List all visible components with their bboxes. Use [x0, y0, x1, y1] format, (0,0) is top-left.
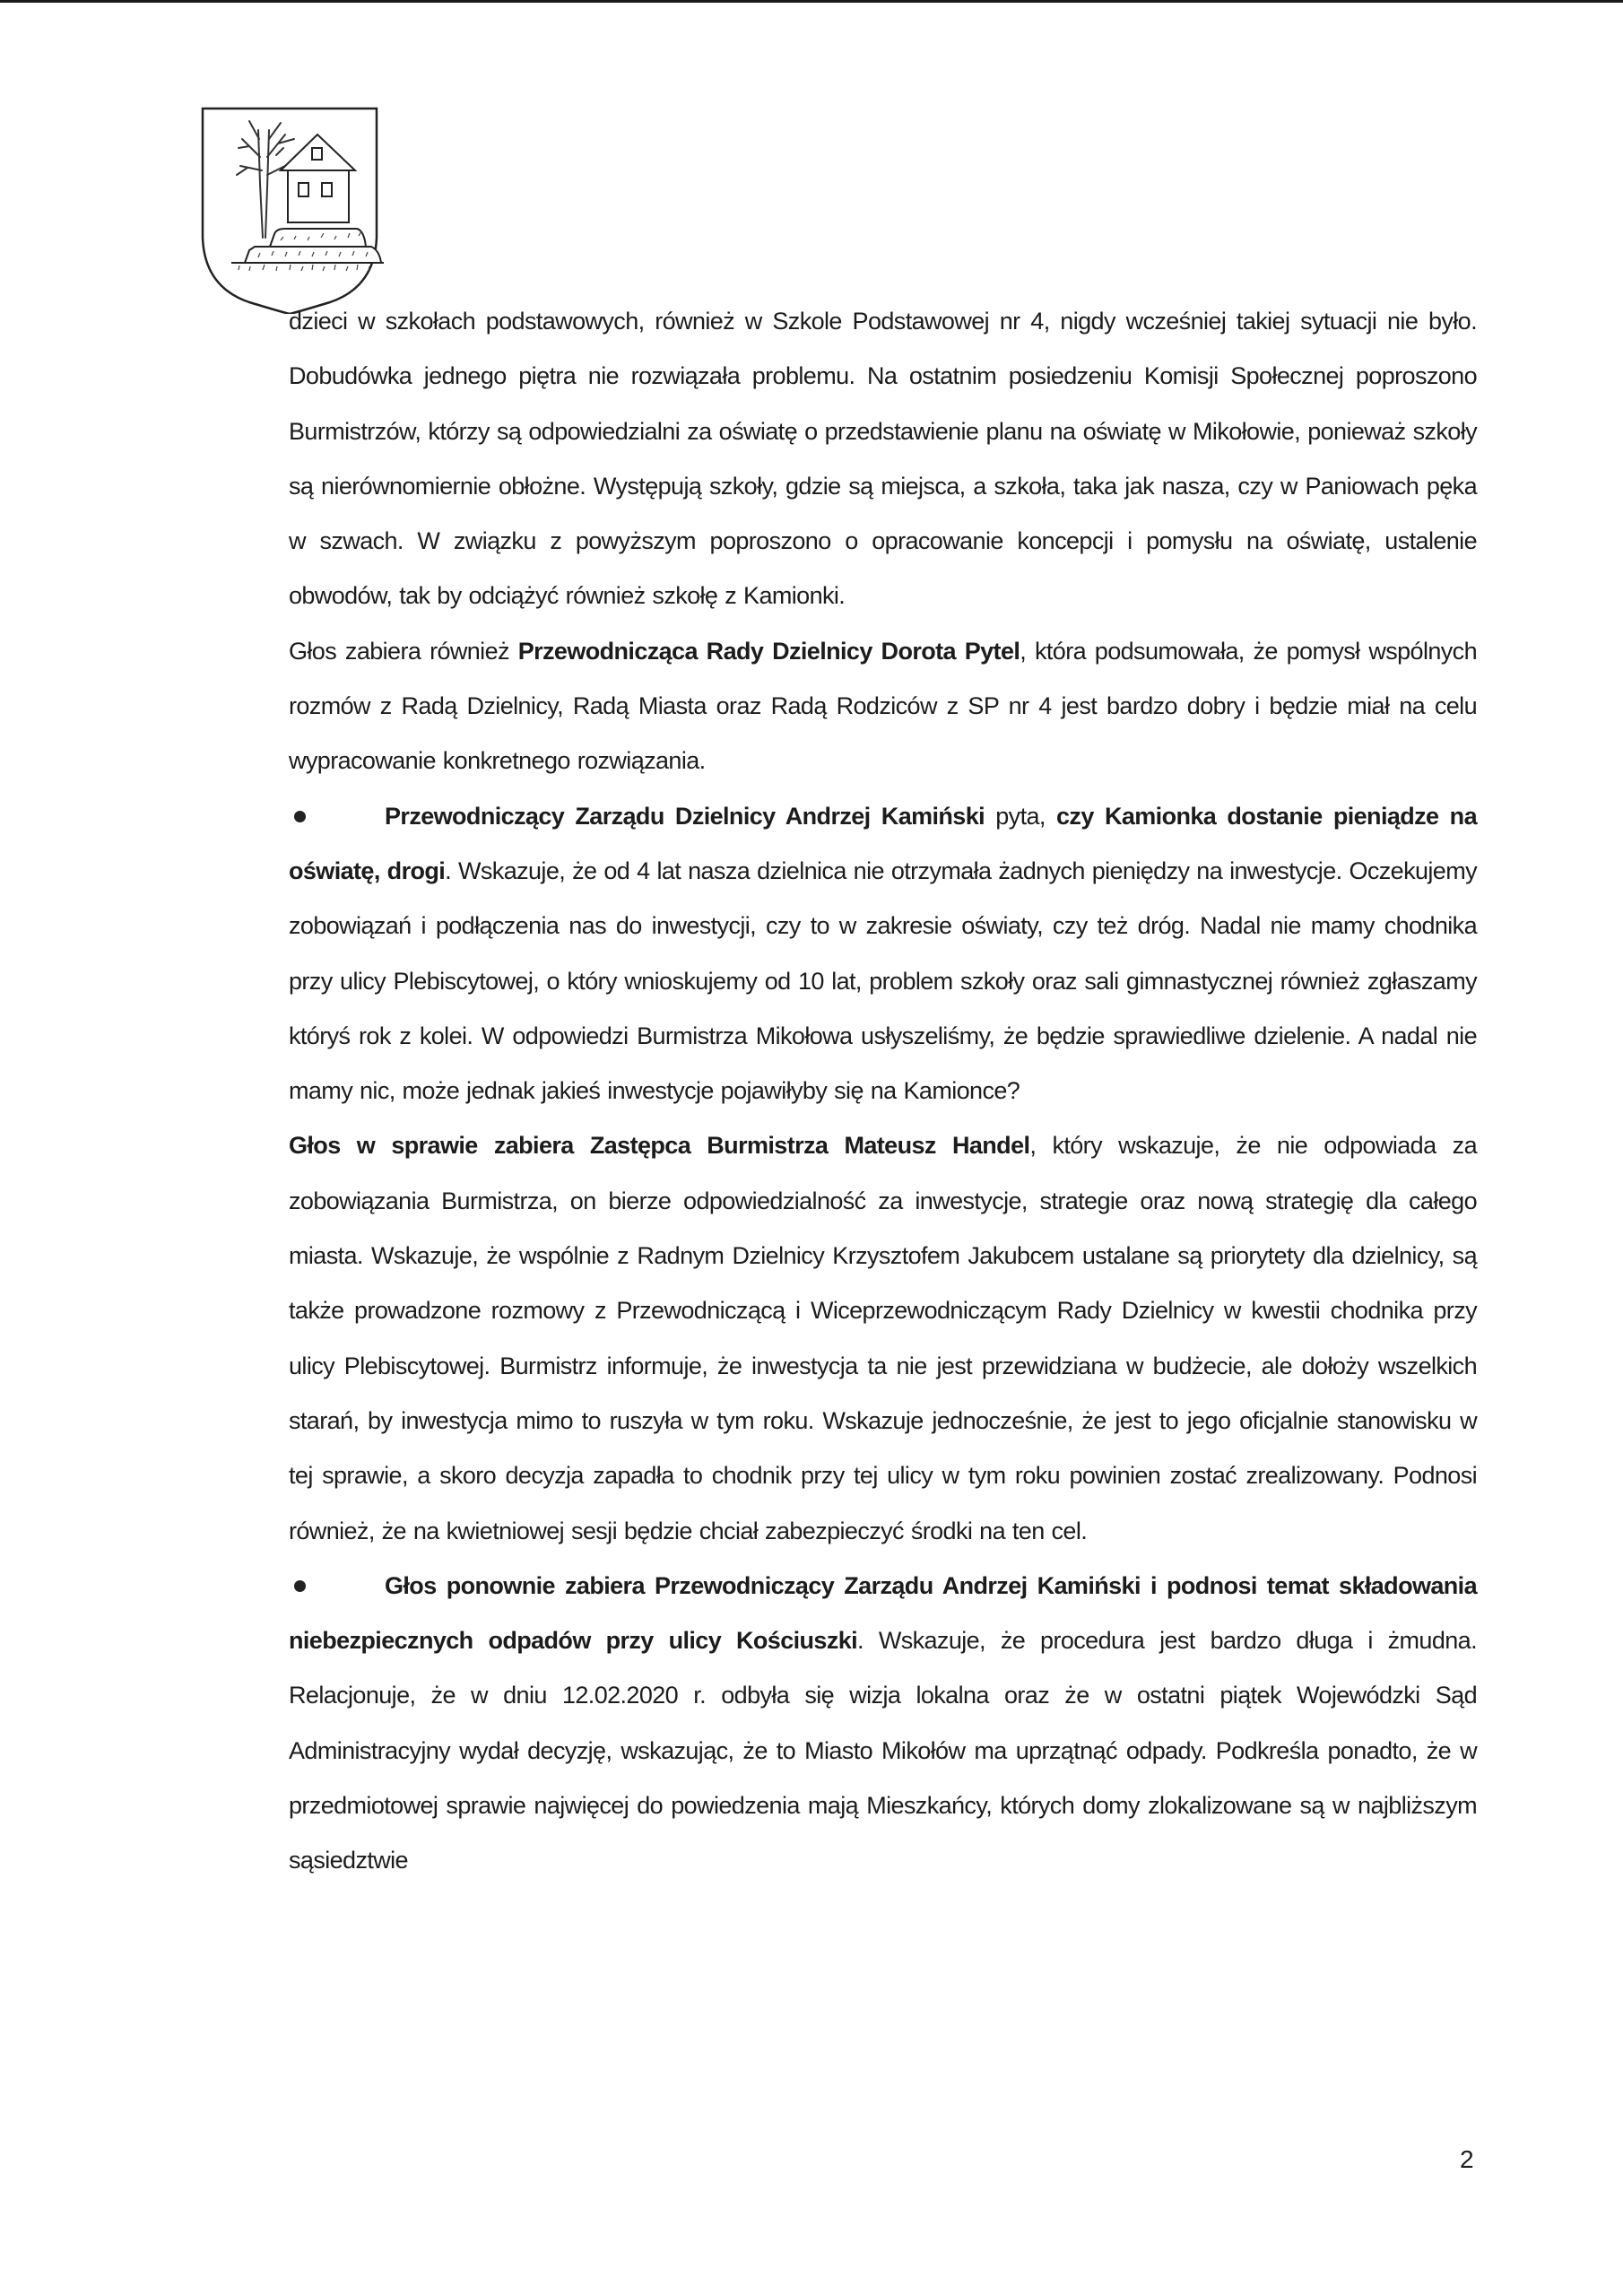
speaker-name: Przewodnicząca Rady Dzielnicy Dorota Pytel [517, 637, 1020, 665]
bullet-paragraph-kaminski-waste [289, 1559, 1477, 1889]
highlighted-topic: Głos ponownie zabiera Przewodniczący Zarządu Andrzej Kamiński i podnosi temat składowania niebezpiecznych odpadów przy ulicy Kościuszki [289, 1571, 1477, 1655]
coat-of-arms-icon [195, 103, 384, 314]
text-run: , który wskazuje, że nie odpowiada za zobowiązania Burmistrza, on bierze odpowiedzialność za inwestycje, strategie oraz nową strategię dla całego miasta. Wskazuje, że wspólnie z Radnym Dzielnicy Krzysztofem Jakubcem ustalane są priorytety dla dzielnicy, są także prowadzone rozmowy z Przewodniczącą i Wiceprzewodniczącym Rady Dzielnicy w kwestii chodnika przy ulicy Plebiscytowej. Burmistrz informuje, że inwestycja ta nie jest przewidziana w budżecie, ale dołoży wszelkich starań, by inwestycja mimo to ruszyła w tym roku. Wskazuje jednocześnie, że jest to jego oficjalnie stanowisku w tej sprawie, a skoro decyzja zapadła to chodnik przy tej ulicy w tym roku powinien zostać zrealizowany. Podnosi również, że na kwietniowej sesji będzie chciał zabezpieczyć środki na ten cel. [289, 1132, 1477, 1544]
text-run: , która podsumowała, że pomysł wspólnych rozmów z Radą Dzielnicy, Radą Miasta oraz Radą Rodziców z SP nr 4 jest bardzo dobry i będzie miał na celu wypracowanie konkretnego rozwiązania. [289, 637, 1477, 775]
text-run: . Wskazuje, że procedura jest bardzo długa i żmudna. Relacjonuje, że w dniu 12.02.2020 r. odbyła się wizja lokalna oraz że w ostatni piątek Wojewódzki Sąd Administracyjny wydał decyzję, wskazując, że to Miasto Mikołów ma uprzątnąć odpady. Podkreśla ponadto, że w przedmiotowej sprawie najwięcej do powiedzenia mają Mieszkańcy, których domy zlokalizowane są w najbliższym sąsiedztwie [289, 1627, 1477, 1874]
text-run: . Wskazuje, że od 4 lat nasza dzielnica nie otrzymała żadnych pieniędzy na inwestycje. Oczekujemy zobowiązań i podłączenia nas do inwestycji, czy to w zakresie oświaty, czy też dróg. Nadal nie mamy chodnika przy ulicy Plebiscytowej, o który wnioskujemy od 10 lat, problem szkoły oraz sali gimnastycznej również zgłaszamy któryś rok z kolei. W odpowiedzi Burmistrza Mikołowa usłyszeliśmy, że będzie sprawiedliwe dzielenie. A nadal nie mamy nic, może jednak jakieś inwestycje pojawiłyby się na Kamionce? [289, 857, 1477, 1105]
paragraph-mateusz-handel [289, 1118, 1477, 1558]
text-run: pyta, [985, 802, 1057, 830]
bullet-icon [294, 811, 306, 822]
highlighted-question: czy Kamionka dostanie pieniądze na oświatę, drogi [289, 802, 1477, 884]
document-body [289, 294, 1477, 1889]
bullet-paragraph-kaminski-question [289, 789, 1477, 1119]
page-number: 2 [1460, 2145, 1474, 2173]
paragraph-schools [289, 294, 1477, 624]
speaker-name: Głos w sprawie zabiera Zastępca Burmistrza Mateusz Handel [289, 1132, 1030, 1160]
paragraph-dorota-pytel [289, 624, 1477, 789]
text-run: dzieci w szkołach podstawowych, również w Szkole Podstawowej nr 4, nigdy wcześniej takiej sytuacji nie było. Dobudówka jednego piętra nie rozwiązała problemu. Na ostatnim posiedzeniu Komisji Społecznej poproszono Burmistrzów, którzy są odpowiedzialni za oświatę o przedstawienie planu na oświatę w Mikołowie, ponieważ szkoły są nierównomiernie obłożne. Występują szkoły, gdzie są miejsca, a szkoła, taka jak nasza, czy w Paniowach pęka w szwach. W związku z powyższym poproszono o opracowanie koncepcji i pomysłu na oświatę, ustalenie obwodów, tak by odciążyć również szkołę z Kamionki. [289, 308, 1477, 610]
text-run: Głos zabiera również [289, 637, 518, 665]
speaker-name: Przewodniczący Zarządu Dzielnicy Andrzej Kamiński [385, 802, 985, 830]
scan-edge-line [0, 0, 1623, 3]
bullet-icon [294, 1580, 306, 1592]
